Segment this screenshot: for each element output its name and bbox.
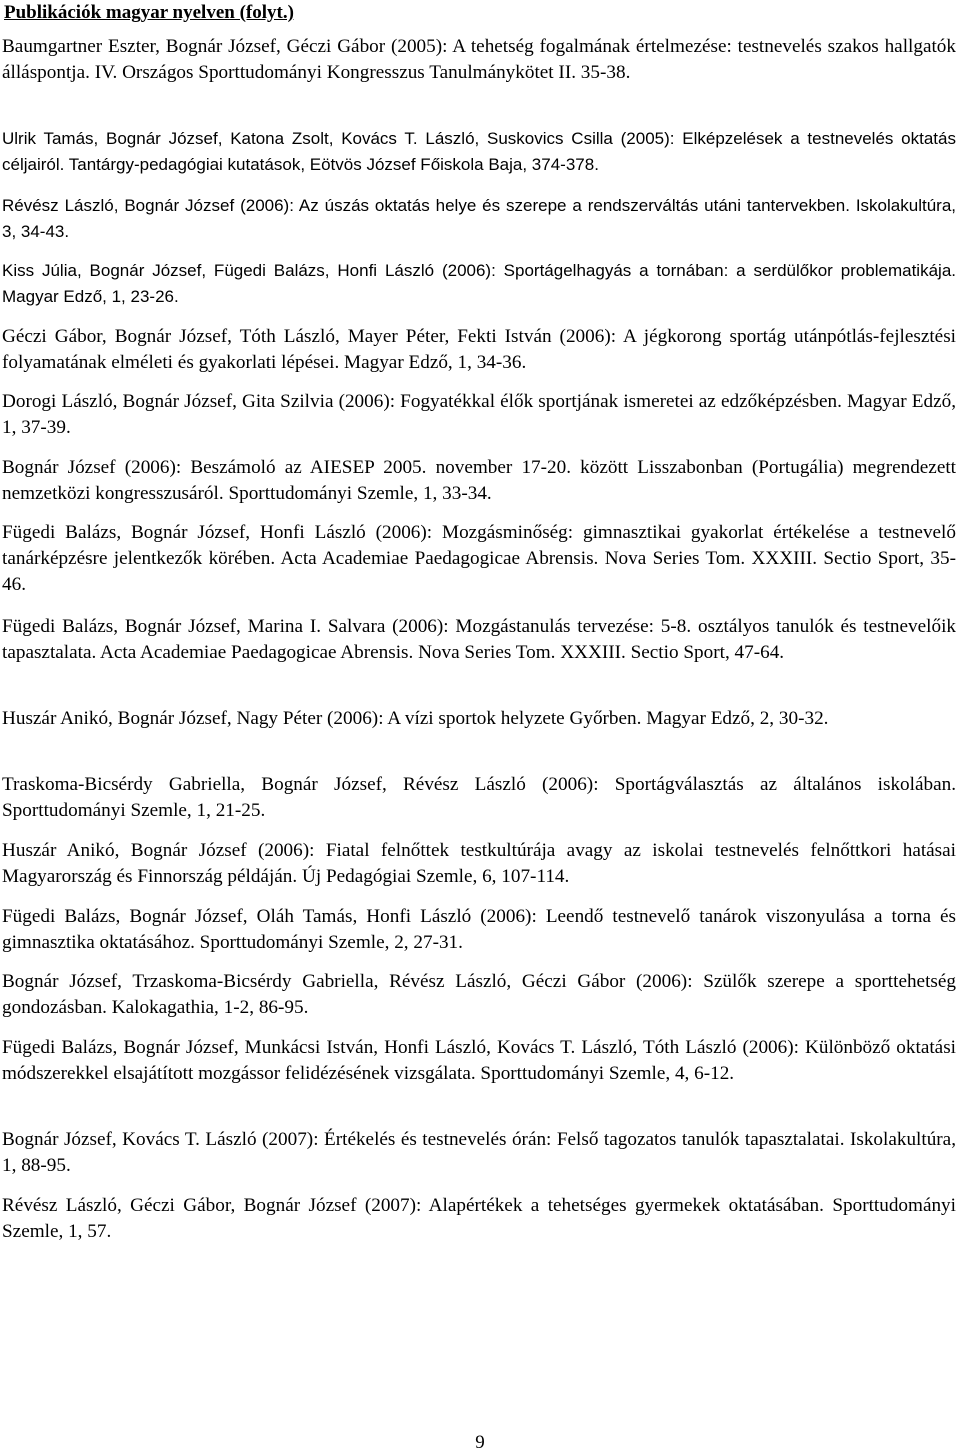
- reference-item: Baumgartner Eszter, Bognár József, Géczi Gábor (2005): A tehetség fogalmának értelmezése: testnevelés szakos hallgatók álláspontja. IV. Országos Sporttudományi Kongresszus Tanulmánykötet II. 35-38.: [2, 36, 956, 83]
- reference-item: Fügedi Balázs, Bognár József, Honfi László (2006): Mozgásminőség: gimnasztikai gyakorlat értékelése a testnevelő tanárképzésre jelentkezők körében. Acta Academiae Paedagogicae Abrensis. Nova Series Tom. XXXIII. Sectio Sport, 35-46.: [2, 522, 956, 595]
- reference-item: Bognár József (2006): Beszámoló az AIESEP 2005. november 17-20. között Lisszabonban (Portugália) megrendezett nemzetközi kongresszusáról. Sporttudományi Szemle, 1, 33-34.: [2, 457, 956, 504]
- reference-item: Ulrik Tamás, Bognár József, Katona Zsolt, Kovács T. László, Suskovics Csilla (2005): Elképzelések a testnevelés oktatás céljairól. Tantárgy-pedagógiai kutatások, Eötvös József Főiskola Baja, 374-378.: [2, 129, 956, 174]
- reference-item: Bognár József, Trzaskoma-Bicsérdy Gabriella, Révész László, Géczi Gábor (2006): Szülők szerepe a sporttehetség gondozásban. Kalokagathia, 1-2, 86-95.: [2, 971, 956, 1018]
- reference-item: Fügedi Balázs, Bognár József, Marina I. Salvara (2006): Mozgástanulás tervezése: 5-8. osztályos tanulók és testnevelőik tapasztalata. Acta Academiae Paedagogicae Abrensis. Nova Series Tom. XXXIII. Sectio Sport, 47-64.: [2, 616, 956, 663]
- reference-item: Traskoma-Bicsérdy Gabriella, Bognár József, Révész László (2006): Sportágválasztás az általános iskolában. Sporttudományi Szemle, 1, 21-25.: [2, 774, 956, 821]
- reference-item: Révész László, Bognár József (2006): Az úszás oktatás helye és szerepe a rendszerváltás utáni tantervekben. Iskolakultúra, 3, 34-43.: [2, 196, 956, 241]
- reference-item: Révész László, Géczi Gábor, Bognár József (2007): Alapértékek a tehetséges gyermekek oktatásában. Sporttudományi Szemle, 1, 57.: [2, 1195, 956, 1242]
- reference-item: Fügedi Balázs, Bognár József, Oláh Tamás, Honfi László (2006): Leendő testnevelő tanárok viszonyulása a torna és gimnasztika oktatásához. Sporttudományi Szemle, 2, 27-31.: [2, 906, 956, 953]
- reference-item: Huszár Anikó, Bognár József, Nagy Péter (2006): A vízi sportok helyzete Győrben. Magyar Edző, 2, 30-32.: [2, 708, 829, 729]
- page-number: 9: [475, 1432, 485, 1453]
- reference-item: Géczi Gábor, Bognár József, Tóth László, Mayer Péter, Fekti István (2006): A jégkorong sportág utánpótlás-fejlesztési folyamatának elméleti és gyakorlati lépései. Magyar Edző, 1, 34-36.: [2, 326, 956, 373]
- reference-item: Bognár József, Kovács T. László (2007): Értékelés és testnevelés órán: Felső tagozatos tanulók tapasztalatai. Iskolakultúra, 1, 88-95.: [2, 1129, 956, 1176]
- reference-item: Dorogi László, Bognár József, Gita Szilvia (2006): Fogyatékkal élők sportjának ismeretei az edzőképzésben. Magyar Edző, 1, 37-39.: [2, 391, 956, 438]
- reference-item: Kiss Júlia, Bognár József, Fügedi Balázs, Honfi László (2006): Sportágelhagyás a tornában: a serdülőkor problematikája. Magyar Edző, 1, 23-26.: [2, 261, 956, 306]
- reference-item: Huszár Anikó, Bognár József (2006): Fiatal felnőttek testkultúrája avagy az iskolai testnevelés felnőttkori hatásai Magyarország és Finnország példáján. Új Pedagógiai Szemle, 6, 107-114.: [2, 840, 956, 887]
- section-heading: Publikációk magyar nyelven (folyt.): [4, 2, 294, 23]
- reference-item: Fügedi Balázs, Bognár József, Munkácsi István, Honfi László, Kovács T. László, Tóth László (2006): Különböző oktatási módszerekkel elsajátított mozgássor felidézésének vizsgálata. Sporttudományi Szemle, 4, 6-12.: [2, 1037, 956, 1084]
